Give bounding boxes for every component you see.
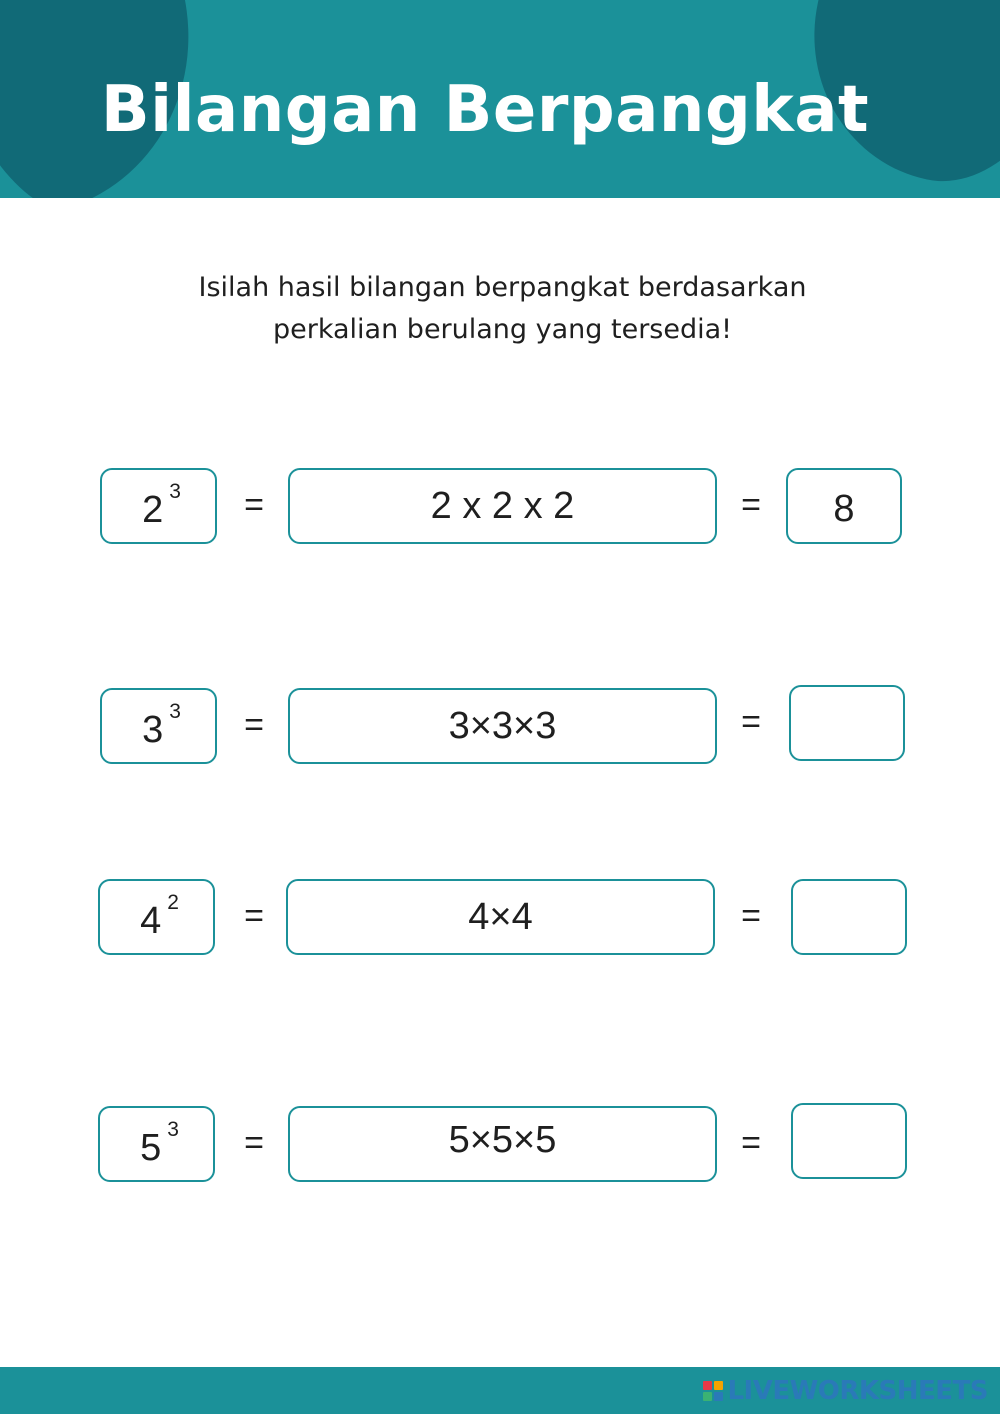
power-box-row-3	[98, 879, 215, 955]
footer-bar	[0, 1367, 1000, 1414]
expansion-box-row-3	[286, 879, 715, 955]
power-base: 2	[142, 488, 164, 531]
equals-sign: =	[741, 486, 761, 524]
equals-sign: =	[741, 897, 761, 935]
answer-box-row-1[interactable]	[786, 468, 902, 544]
expansion-text: 4×4	[468, 895, 533, 938]
answer-box-row-3[interactable]	[791, 879, 907, 955]
expansion-box-row-4	[288, 1106, 717, 1182]
instruction-line-2: perkalian berulang yang tersedia!	[273, 314, 732, 345]
power-exponent: 3	[169, 480, 181, 503]
expansion-box-row-1	[288, 468, 717, 544]
power-box-row-4	[98, 1106, 215, 1182]
equals-sign: =	[244, 897, 264, 935]
power-exponent: 3	[169, 700, 181, 723]
equals-sign: =	[244, 486, 264, 524]
answer-box-row-2[interactable]	[789, 685, 905, 761]
power-base: 4	[140, 899, 162, 942]
liveworksheets-logo-icon	[703, 1381, 723, 1401]
header-banner	[0, 0, 1000, 198]
logo-square	[703, 1381, 712, 1390]
answer-box-row-4[interactable]	[791, 1103, 907, 1179]
expansion-text: 3×3×3	[448, 704, 557, 747]
logo-square	[714, 1392, 723, 1401]
answer-value: 8	[833, 487, 855, 530]
power-base: 5	[140, 1126, 162, 1169]
expansion-text: 5×5×5	[448, 1118, 557, 1161]
equals-sign: =	[741, 703, 761, 741]
liveworksheets-logo[interactable]	[703, 1375, 988, 1407]
power-exponent: 3	[167, 1118, 179, 1141]
equals-sign: =	[244, 1124, 264, 1162]
expansion-box-row-2	[288, 688, 717, 764]
power-box-row-1	[100, 468, 217, 544]
power-exponent: 2	[167, 891, 179, 914]
instruction-line-1: Isilah hasil bilangan berpangkat berdasarkan	[198, 272, 807, 303]
logo-square	[714, 1381, 723, 1390]
power-base: 3	[142, 708, 164, 751]
expansion-text: 2 x 2 x 2	[430, 484, 575, 527]
instruction-text	[100, 267, 905, 351]
equals-sign: =	[244, 706, 264, 744]
page-title: Bilangan Berpangkat	[100, 73, 870, 147]
power-box-row-2	[100, 688, 217, 764]
equals-sign: =	[741, 1124, 761, 1162]
liveworksheets-logo-text: LIVEWORKSHEETS	[727, 1376, 988, 1406]
logo-square	[703, 1392, 712, 1401]
